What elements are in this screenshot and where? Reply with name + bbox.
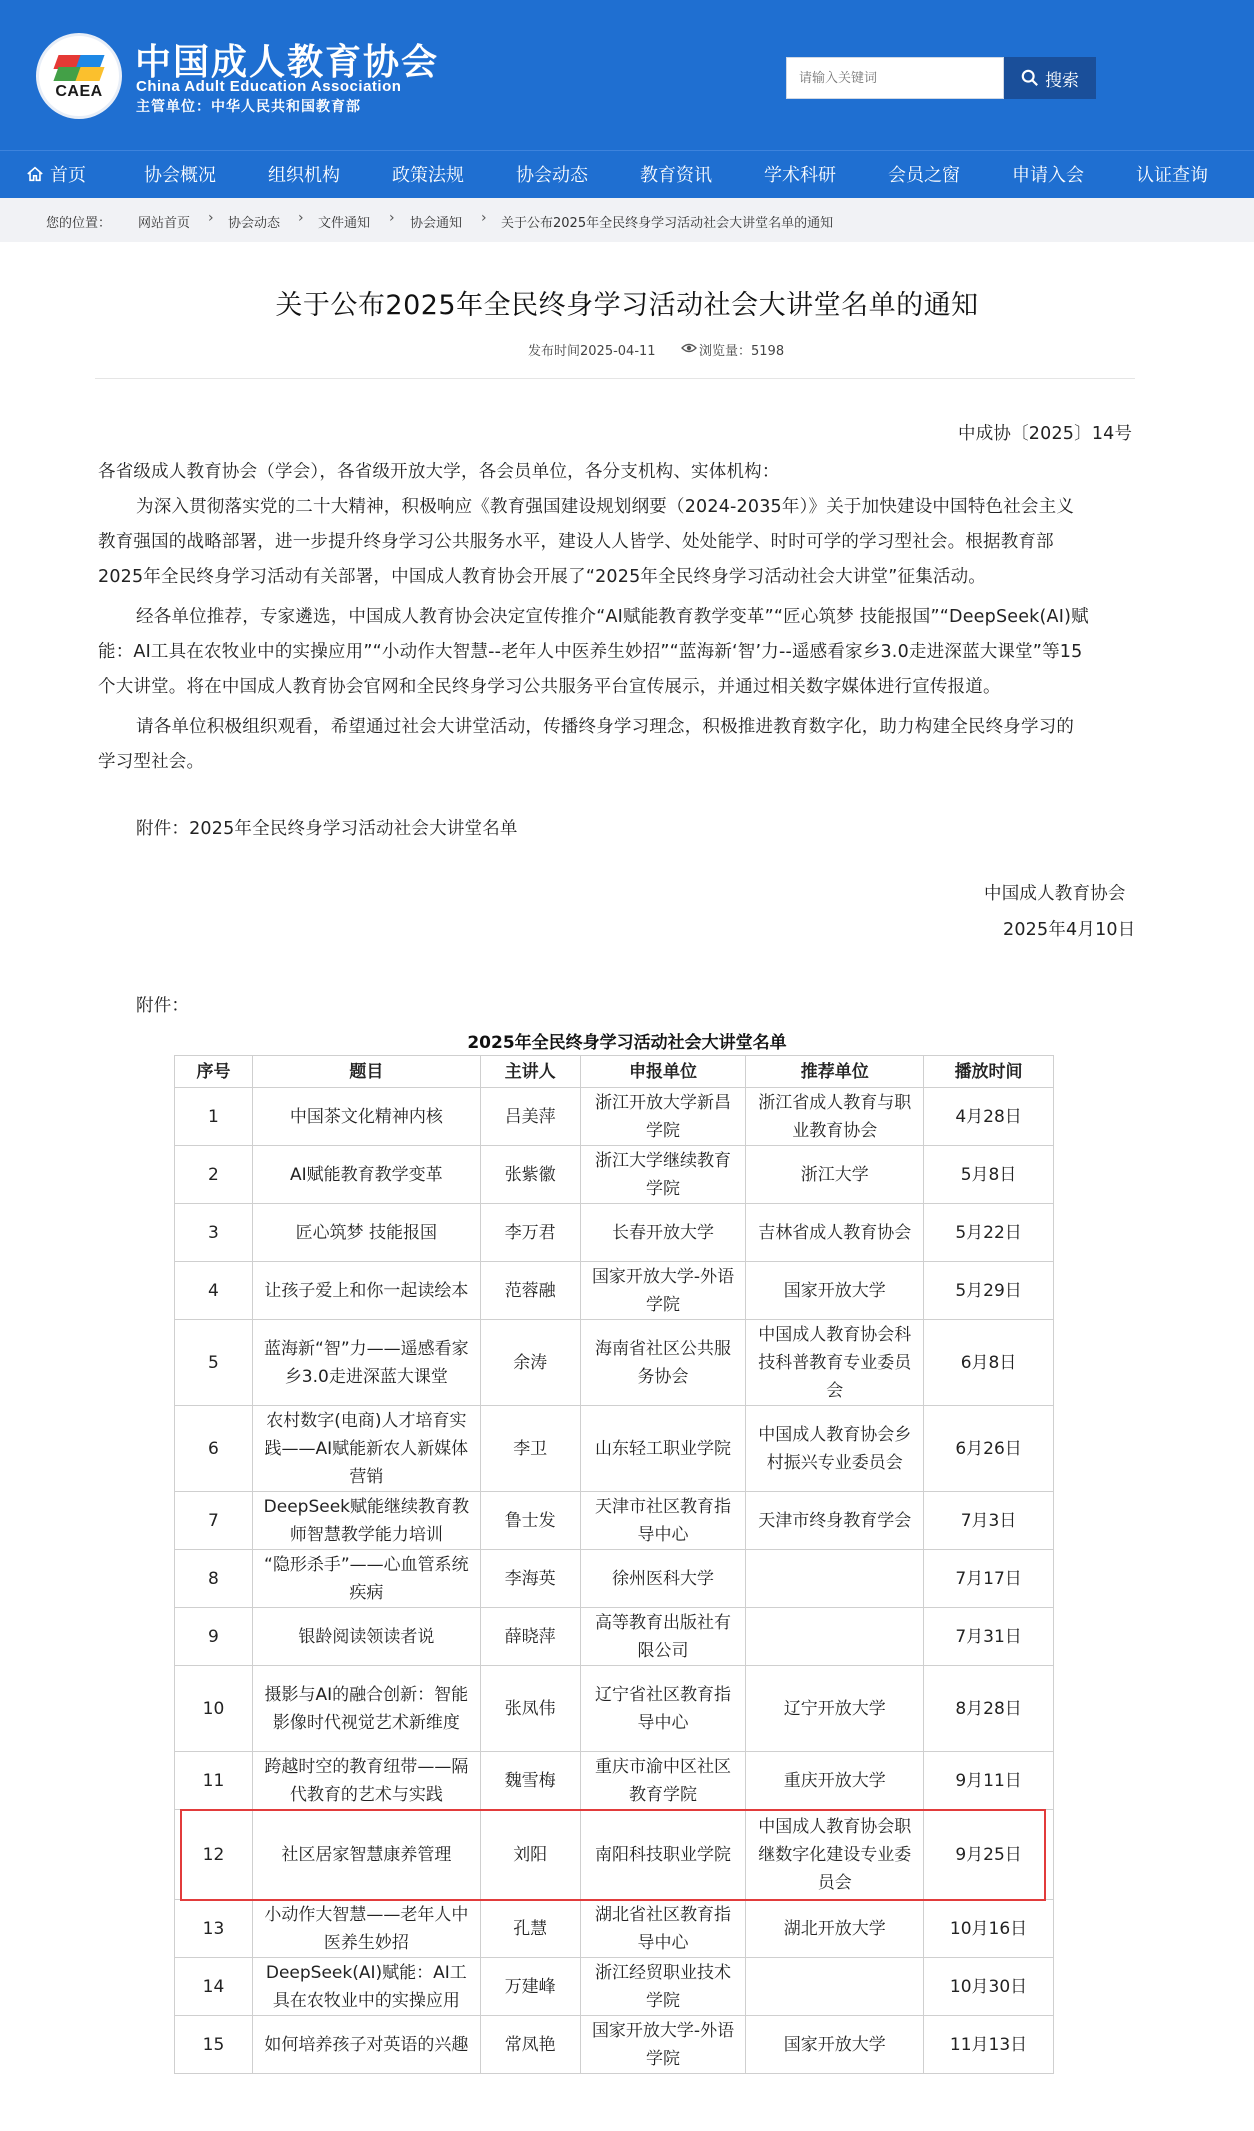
chevron-right-icon: ›	[389, 210, 395, 226]
table-cell: 蓝海新“智”力——遥感看家乡3.0走进深蓝大课堂	[252, 1320, 480, 1406]
table-cell: 浙江省成人教育与职业教育协会	[746, 1088, 924, 1146]
body-line: 经各单位推荐，专家遴选，中国成人教育协会决定宣传推介“AI赋能教育教学变革”“匠心筑梦 技能报国”“DeepSeek(AI)赋	[136, 607, 1089, 627]
table-cell: AI赋能教育教学变革	[252, 1146, 480, 1204]
breadcrumb	[0, 198, 1254, 242]
table-cell: 李万君	[480, 1204, 580, 1262]
table-cell: 10	[175, 1666, 253, 1752]
breadcrumb-news[interactable]: 协会动态	[228, 216, 281, 231]
table-cell: 中国成人教育协会乡村振兴专业委员会	[746, 1406, 924, 1492]
table-cell: 张紫徽	[480, 1146, 580, 1204]
home-icon	[26, 165, 44, 183]
table-cell: 银龄阅读领读者说	[252, 1608, 480, 1666]
column-header: 推荐单位	[746, 1056, 924, 1088]
table-cell: 常凤艳	[480, 2016, 580, 2074]
table-cell: 国家开放大学-外语学院	[580, 1262, 746, 1320]
document-number: 中成协〔2025〕14号	[958, 424, 1133, 444]
table-cell: 12	[175, 1810, 253, 1900]
view-count: 浏览量：5198	[699, 344, 785, 359]
table-cell: 中国茶文化精神内核	[252, 1088, 480, 1146]
table-cell: 吉林省成人教育协会	[746, 1204, 924, 1262]
annex-label: 附件：	[136, 996, 190, 1016]
table-cell: 范蓉融	[480, 1262, 580, 1320]
table-cell: 吕美萍	[480, 1088, 580, 1146]
table-row	[175, 1406, 1054, 1492]
table-cell: 国家开放大学	[746, 1262, 924, 1320]
search-icon	[1021, 69, 1039, 87]
table-row	[175, 1608, 1054, 1666]
table-cell: 9月25日	[924, 1810, 1054, 1900]
table-cell: 10月30日	[924, 1958, 1054, 2016]
table-cell: 5	[175, 1320, 253, 1406]
table-header-row	[175, 1056, 1054, 1088]
nav-item-join[interactable]: 申请入会	[1012, 165, 1084, 186]
table-cell: 10月16日	[924, 1900, 1054, 1958]
table-row	[175, 1088, 1054, 1146]
table-cell	[746, 1550, 924, 1608]
logo-emblem-icon	[52, 51, 106, 81]
table-cell: 9	[175, 1608, 253, 1666]
table-cell	[746, 1608, 924, 1666]
table-cell: 中国成人教育协会科技科普教育专业委员会	[746, 1320, 924, 1406]
table-cell: 国家开放大学-外语学院	[580, 2016, 746, 2074]
eye-icon	[681, 342, 697, 354]
table-cell: 14	[175, 1958, 253, 2016]
table-cell: 辽宁省社区教育指导中心	[580, 1666, 746, 1752]
nav-item-verify[interactable]: 认证查询	[1136, 165, 1208, 186]
breadcrumb-association[interactable]: 协会通知	[410, 216, 463, 231]
table-cell: 3	[175, 1204, 253, 1262]
main-nav	[0, 150, 1254, 198]
table-cell: 南阳科技职业学院	[580, 1810, 746, 1900]
nav-item-about[interactable]: 协会概况	[144, 165, 216, 186]
table-cell: 重庆市渝中区社区教育学院	[580, 1752, 746, 1810]
attachment-link[interactable]: 附件：2025年全民终身学习活动社会大讲堂名单	[136, 819, 518, 839]
site-supervisor: 主管单位：中华人民共和国教育部	[136, 99, 361, 115]
nav-item-organization[interactable]: 组织机构	[268, 165, 340, 186]
table-cell: 6月26日	[924, 1406, 1054, 1492]
table-cell: 国家开放大学	[746, 2016, 924, 2074]
divider	[95, 378, 1135, 379]
search-button-label: 搜索	[1045, 70, 1079, 91]
nav-item-home[interactable]	[26, 161, 86, 187]
breadcrumb-label: 您的位置：	[46, 216, 112, 231]
lecture-table	[174, 1055, 1054, 2074]
caea-logo[interactable]	[36, 33, 122, 119]
breadcrumb-current: 关于公布2025年全民终身学习活动社会大讲堂名单的通知	[501, 216, 834, 231]
table-cell: 5月22日	[924, 1204, 1054, 1262]
column-header: 播放时间	[924, 1056, 1054, 1088]
site-header	[0, 0, 1254, 150]
publish-date: 发布时间2025-04-11	[528, 344, 656, 359]
table-cell: 11	[175, 1752, 253, 1810]
table-cell: 浙江大学继续教育学院	[580, 1146, 746, 1204]
table-row	[175, 1900, 1054, 1958]
table-row	[175, 1146, 1054, 1204]
table-cell: 农村数字(电商)人才培育实践——AI赋能新农人新媒体营销	[252, 1406, 480, 1492]
table-cell: 湖北省社区教育指导中心	[580, 1900, 746, 1958]
nav-item-policy[interactable]: 政策法规	[392, 165, 464, 186]
table-cell: 湖北开放大学	[746, 1900, 924, 1958]
logo-text: CAEA	[55, 83, 103, 100]
table-cell: 重庆开放大学	[746, 1752, 924, 1810]
table-cell: 中国成人教育协会职继数字化建设专业委员会	[746, 1810, 924, 1900]
table-cell: 山东轻工职业学院	[580, 1406, 746, 1492]
search-button[interactable]	[1004, 57, 1096, 99]
table-row	[175, 1204, 1054, 1262]
article-title: 关于公布2025年全民终身学习活动社会大讲堂名单的通知	[275, 290, 979, 321]
table-cell: 4月28日	[924, 1088, 1054, 1146]
table-row	[175, 1320, 1054, 1406]
table-cell: 7月31日	[924, 1608, 1054, 1666]
table-cell: DeepSeek赋能继续教育教师智慧教学能力培训	[252, 1492, 480, 1550]
table-row	[175, 1262, 1054, 1320]
table-cell: 魏雪梅	[480, 1752, 580, 1810]
site-title[interactable]: 中国成人教育协会	[135, 42, 440, 83]
table-cell: 8	[175, 1550, 253, 1608]
table-cell: 2	[175, 1146, 253, 1204]
table-cell: 15	[175, 2016, 253, 2074]
table-cell: 小动作大智慧——老年人中医养生妙招	[252, 1900, 480, 1958]
chevron-right-icon: ›	[481, 210, 487, 226]
table-cell: 匠心筑梦 技能报国	[252, 1204, 480, 1262]
table-cell: 6月8日	[924, 1320, 1054, 1406]
table-cell: 11月13日	[924, 2016, 1054, 2074]
table-cell: 天津市社区教育指导中心	[580, 1492, 746, 1550]
table-title: 2025年全民终身学习活动社会大讲堂名单	[467, 1033, 787, 1053]
table-cell: 浙江经贸职业技术学院	[580, 1958, 746, 2016]
table-cell: “隐形杀手”——心血管系统疾病	[252, 1550, 480, 1608]
site-subtitle-en: China Adult Education Association	[136, 78, 402, 95]
table-cell: 余涛	[480, 1320, 580, 1406]
table-cell: DeepSeek(AI)赋能：AI工具在农牧业中的实操应用	[252, 1958, 480, 2016]
table-cell: 李海英	[480, 1550, 580, 1608]
table-cell: 浙江大学	[746, 1146, 924, 1204]
table-cell: 摄影与AI的融合创新：智能影像时代视觉艺术新维度	[252, 1666, 480, 1752]
table-cell: 7月3日	[924, 1492, 1054, 1550]
body-line: 个大讲堂。将在中国成人教育协会官网和全民终身学习公共服务平台宣传展示，并通过相关数字媒体进行宣传报道。	[98, 677, 1001, 697]
table-cell: 海南省社区公共服务协会	[580, 1320, 746, 1406]
column-header: 题目	[252, 1056, 480, 1088]
chevron-right-icon: ›	[208, 210, 214, 226]
table-row	[175, 1492, 1054, 1550]
table-cell: 万建峰	[480, 1958, 580, 2016]
nav-item-members[interactable]: 会员之窗	[888, 165, 960, 186]
table-cell: 社区居家智慧康养管理	[252, 1810, 480, 1900]
column-header: 申报单位	[580, 1056, 746, 1088]
sign-date: 2025年4月10日	[1003, 920, 1136, 940]
table-cell: 5月29日	[924, 1262, 1054, 1320]
table-cell: 浙江开放大学新昌学院	[580, 1088, 746, 1146]
column-header: 序号	[175, 1056, 253, 1088]
table-cell: 跨越时空的教育纽带——隔代教育的艺术与实践	[252, 1752, 480, 1810]
table-cell: 天津市终身教育学会	[746, 1492, 924, 1550]
body-line: 2025年全民终身学习活动有关部署，中国成人教育协会开展了“2025年全民终身学习活动社会大讲堂”征集活动。	[98, 567, 987, 587]
table-cell: 辽宁开放大学	[746, 1666, 924, 1752]
body-line: 学习型社会。	[98, 752, 205, 772]
nav-item-education[interactable]: 教育资讯	[640, 165, 712, 186]
table-cell: 5月8日	[924, 1146, 1054, 1204]
table-cell: 鲁士发	[480, 1492, 580, 1550]
table-cell: 张凤伟	[480, 1666, 580, 1752]
table-row	[175, 1958, 1054, 2016]
table-cell: 高等教育出版社有限公司	[580, 1608, 746, 1666]
chevron-right-icon: ›	[298, 210, 304, 226]
table-row	[175, 2016, 1054, 2074]
table-row	[175, 1810, 1054, 1900]
table-cell: 6	[175, 1406, 253, 1492]
table-cell: 7	[175, 1492, 253, 1550]
table-cell: 9月11日	[924, 1752, 1054, 1810]
table-row	[175, 1666, 1054, 1752]
table-cell	[746, 1958, 924, 2016]
table-cell: 如何培养孩子对英语的兴趣	[252, 2016, 480, 2074]
table-cell: 1	[175, 1088, 253, 1146]
body-line: 请各单位积极组织观看，希望通过社会大讲堂活动，传播终身学习理念，积极推进教育数字化，助力构建全民终身学习的	[136, 717, 1075, 737]
body-line: 能：AI工具在农牧业中的实操应用”“小动作大智慧--老年人中医养生妙招”“蓝海新‘智’力--遥感看家乡3.0走进深蓝大课堂”等15	[98, 642, 1083, 662]
table-cell: 李卫	[480, 1406, 580, 1492]
table-cell: 让孩子爱上和你一起读绘本	[252, 1262, 480, 1320]
table-row	[175, 1752, 1054, 1810]
table-cell: 刘阳	[480, 1810, 580, 1900]
salutation: 各省级成人教育协会（学会），各省级开放大学，各会员单位，各分支机构、实体机构：	[98, 462, 780, 482]
nav-item-news[interactable]: 协会动态	[516, 165, 588, 186]
table-cell: 7月17日	[924, 1550, 1054, 1608]
search-input[interactable]	[786, 57, 1004, 99]
table-cell: 孔慧	[480, 1900, 580, 1958]
nav-item-research[interactable]: 学术科研	[764, 165, 836, 186]
body-line: 为深入贯彻落实党的二十大精神，积极响应《教育强国建设规划纲要（2024-2035年）》关于加快建设中国特色社会主义	[136, 497, 1075, 517]
table-cell: 4	[175, 1262, 253, 1320]
table-cell: 薛晓萍	[480, 1608, 580, 1666]
table-cell: 8月28日	[924, 1666, 1054, 1752]
nav-label: 首页	[50, 165, 86, 186]
table-row	[175, 1550, 1054, 1608]
table-cell: 13	[175, 1900, 253, 1958]
breadcrumb-home[interactable]: 网站首页	[138, 216, 191, 231]
table-cell: 长春开放大学	[580, 1204, 746, 1262]
breadcrumb-notices[interactable]: 文件通知	[318, 216, 371, 231]
signer: 中国成人教育协会	[984, 884, 1126, 904]
body-line: 教育强国的战略部署，进一步提升终身学习公共服务水平，建设人人皆学、处处能学、时时可学的学习型社会。根据教育部	[98, 532, 1054, 552]
column-header: 主讲人	[480, 1056, 580, 1088]
table-cell: 徐州医科大学	[580, 1550, 746, 1608]
